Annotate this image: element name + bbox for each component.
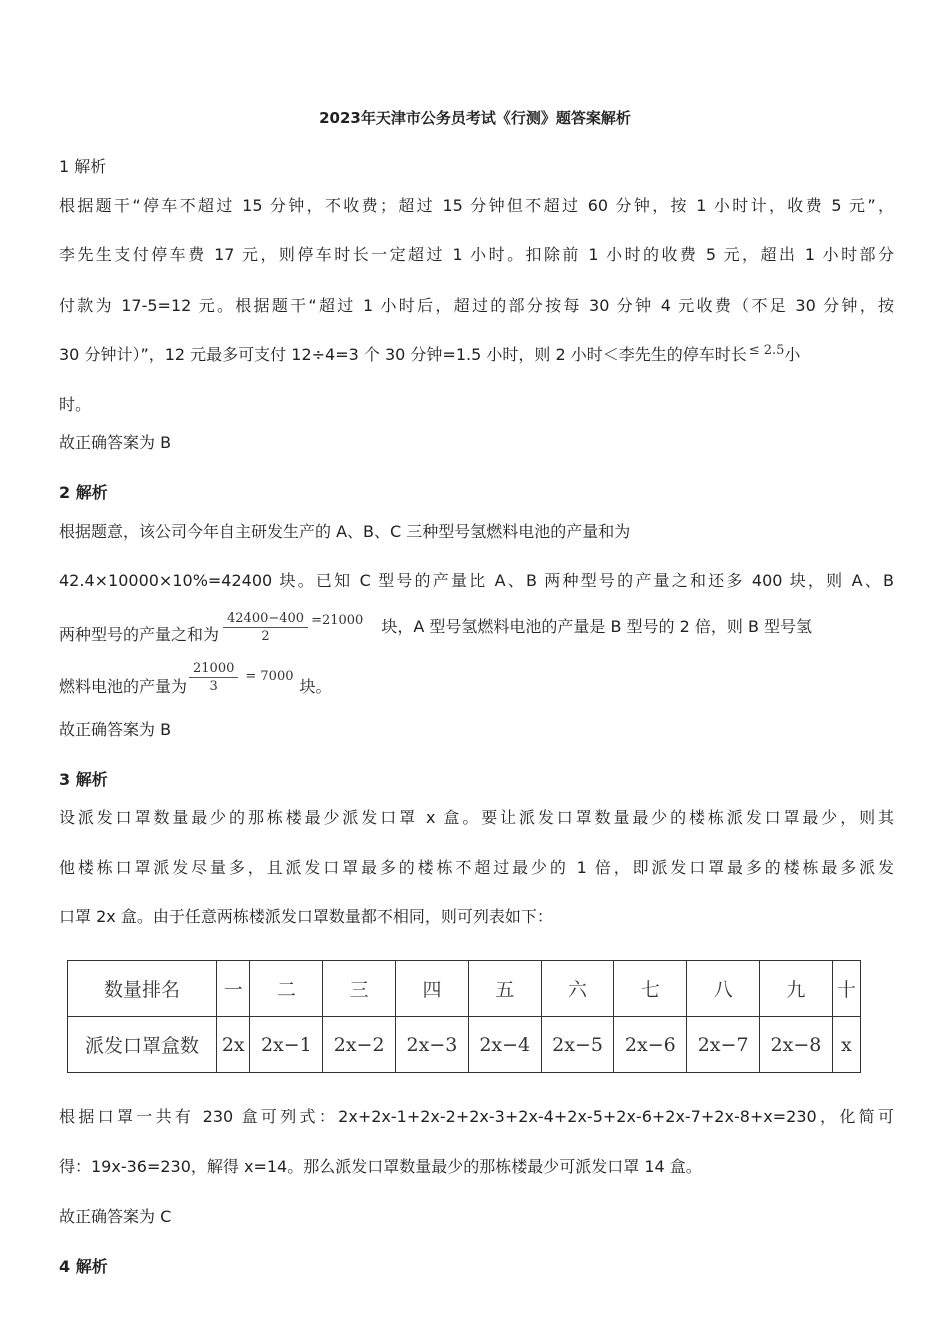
q4-heading: 4 解析 [59, 1257, 108, 1276]
table-cell: 2x−7 [687, 1017, 760, 1073]
q1-line-5: 时。 [59, 395, 92, 414]
table-cell: x [832, 1017, 860, 1073]
q1-heading: 1 解析 [59, 157, 107, 176]
table-cell: 二 [250, 961, 323, 1017]
q3-heading: 3 解析 [59, 770, 108, 789]
table-cell: 2x−3 [396, 1017, 469, 1073]
table-cell: 五 [468, 961, 541, 1017]
q2-line-3-post: 块，A 型号氢燃料电池的产量是 B 型号的 2 倍，则 B 型号氢 [381, 617, 813, 636]
table-cell: 2x [217, 1017, 250, 1073]
table-cell: 2x−2 [323, 1017, 396, 1073]
q2-fraction-2-numerator: 21000 [189, 661, 238, 678]
q1-line-2: 李先生支付停车费 17 元，则停车时长一定超过 1 小时。扣除前 1 小时的收费 5 元，超出 1 小时部分 [59, 245, 894, 264]
q2-answer: 故正确答案为 B [59, 720, 172, 739]
q1-line-4-tail: 小 [784, 345, 801, 364]
page-title: 2023年天津市公务员考试《行测》题答案解析 [319, 109, 631, 127]
table-cell: 十 [832, 961, 860, 1017]
q1-line-4 [59, 342, 894, 370]
q2-fraction-2-result: = 7000 [245, 669, 294, 684]
q2-line-4-pre: 燃料电池的产量为 [59, 677, 188, 696]
q2-line-2: 42.4×10000×10%=42400 块。已知 C 型号的产量比 A、B 两种型号的产量之和还多 400 块，则 A、B [59, 571, 894, 590]
q2-fraction-1-result: =21000 [311, 613, 364, 628]
q3-line-1: 设派发口罩数量最少的那栋楼最少派发口罩 x 盒。要让派发口罩数量最少的楼栋派发口罩最少，则其 [59, 808, 894, 827]
q1-line-3: 付款为 17-5=12 元。根据题干“超过 1 小时后，超过的部分按每 30 分钟 4 元收费（不足 30 分钟，按 [59, 296, 894, 315]
q3-answer: 故正确答案为 C [59, 1207, 172, 1226]
table-cell: 2x−4 [468, 1017, 541, 1073]
q2-line-1: 根据题意，该公司今年自主研发生产的 A、B、C 三种型号氢燃料电池的产量和为 [59, 522, 631, 541]
table-cell: 2x−5 [541, 1017, 614, 1073]
q2-line-4 [59, 655, 894, 699]
q2-fraction-1 [223, 611, 308, 644]
table-cell: 六 [541, 961, 614, 1017]
q1-line-4-math: ≤ 2.5 [748, 343, 785, 358]
q2-fraction-1-numerator: 42400−400 [223, 611, 308, 628]
q2-line-4-post: 块。 [299, 677, 332, 696]
q3-line-3: 口罩 2x 盒。由于任意两栋楼派发口罩数量都不相同，则可列表如下： [59, 907, 553, 926]
q1-answer: 故正确答案为 B [59, 433, 172, 452]
table-row [68, 961, 861, 1017]
table-cell: 九 [760, 961, 833, 1017]
q2-fraction-2-denominator: 3 [209, 678, 218, 694]
table-cell: 三 [323, 961, 396, 1017]
q2-fraction-2 [189, 661, 238, 694]
q3-after-line-2: 得：19x-36=230，解得 x=14。那么派发口罩数量最少的那栋楼最少可派发口罩 14 盒。 [59, 1157, 702, 1176]
table-cell: 2x−8 [760, 1017, 833, 1073]
q3-after-line-1: 根据口罩一共有 230 盒可列式：2x+2x-1+2x-2+2x-3+2x-4+2x-5+2x-6+2x-7+2x-8+x=230，化简可 [59, 1107, 894, 1126]
q1-line-4-text: 30 分钟计）”，12 元最多可支付 12÷4=3 个 30 分钟=1.5 小时，则 2 小时＜李先生的停车时长 [59, 345, 747, 364]
q1-line-1: 根据题干“停车不超过 15 分钟，不收费；超过 15 分钟但不超过 60 分钟，按 1 小时计，收费 5 元”， [59, 196, 894, 215]
q2-line-3 [59, 602, 894, 652]
table-cell: 四 [396, 961, 469, 1017]
distribution-table [67, 960, 861, 1073]
q3-line-2: 他楼栋口罩派发尽量多，且派发口罩最多的楼栋不超过最少的 1 倍，即派发口罩最多的楼栋最多派发 [59, 858, 894, 877]
q2-fraction-1-denominator: 2 [261, 628, 270, 644]
table-cell: 2x−6 [614, 1017, 687, 1073]
table-cell: 七 [614, 961, 687, 1017]
table-header-cell: 派发口罩盒数 [68, 1017, 217, 1073]
table-header-cell: 数量排名 [68, 961, 217, 1017]
q2-heading: 2 解析 [59, 483, 108, 502]
q2-line-3-pre: 两种型号的产量之和为 [59, 625, 220, 644]
table-cell: 一 [217, 961, 250, 1017]
table-cell: 八 [687, 961, 760, 1017]
table-cell: 2x−1 [250, 1017, 323, 1073]
table-row [68, 1017, 861, 1073]
